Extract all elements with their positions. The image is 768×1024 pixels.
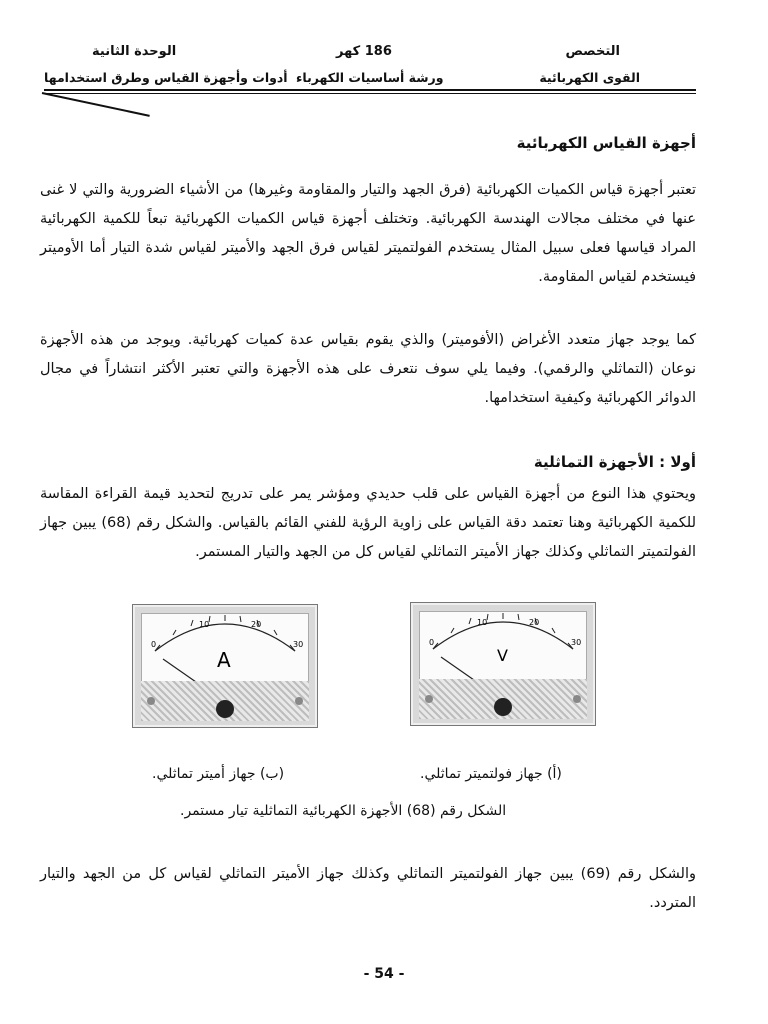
meter-screw-left (425, 695, 433, 703)
scale-label-10: 10 (477, 618, 488, 627)
scale-label-20: 20 (251, 620, 262, 629)
closing-paragraph: والشكل رقم (69) يبين جهاز الفولتميتر التماثلي وكذلك جهاز الأميتر التماثلي لقياس كل من الجهد والتيار المتردد. (40, 866, 696, 911)
header-specialty-value: القوى الكهربائية (539, 70, 640, 85)
meter-screw-right (295, 697, 303, 705)
scale-label-0: 0 (151, 640, 157, 649)
intro-paragraph: تعتبر أجهزة قياس الكميات الكهربائية (فرق الجهد والتيار والمقاومة وغيرها) من الأشياء الضرورية والتي لا غنى عنها في مختلف مجالات الهندسة الكهربائية. وتختلف أجهزة قياس الكميات الكهربائية تبعاً للكمية الكهربائية المراد قياسها فعلى سبيل المثال يستخدم الفولتميتر لقياس فرق الجهد والأميتر لقياس شدة التيار أما الأوميتر فيستخدم لقياس المقاومة. (40, 182, 696, 285)
analog-paragraph: ويحتوي هذا النوع من أجهزة القياس على قلب حديدي ومؤشر يمر على تدريج لتحديد قيمة القراءة المقاسة للكمية الكهربائية وهنا تعتمد دقة القياس على زاوية الرؤية للفني القائم بالقياس. والشكل رقم (68) يبين جهاز الفولتميتر التماثلي وكذلك جهاز الأميتر التماثلي لقياس كل من الجهد والتيار المستمر. (40, 486, 696, 560)
figure-caption: الشكل رقم (68) الأجهزة الكهربائية التماثلية تيار مستمر. (180, 803, 507, 819)
header-course-code: 186 كهر (336, 44, 392, 59)
header-specialty-title: التخصص (565, 44, 620, 59)
header-rule-thin (44, 93, 696, 94)
scale-label-30: 30 (293, 640, 304, 649)
subsection-title: أولا : الأجهزة التماثلية (533, 453, 696, 471)
multimeter-paragraph: كما يوجد جهاز متعدد الأغراض (الأفوميتر) والذي يقوم بقياس عدة كميات كهربائية. ويوجد من هذه الأجهزة نوعان (التماثلي والرقمي). وفيما يلي سوف نتعرف على هذه الأجهزة والتي تعتبر الأكثر انتشاراً في مجال الدوائر الكهربائية وكيفية استخدامها. (40, 332, 696, 406)
meter-screw-left (147, 697, 155, 705)
ammeter-caption: (ب) جهاز أميتر تماثلي. (152, 766, 285, 782)
zero-adjust-knob (216, 700, 234, 718)
header-unit-name: أدوات وأجهزة القياس وطرق استخدامها (44, 70, 288, 85)
page-number: - 54 - (363, 966, 405, 982)
scale-label-30: 30 (571, 638, 582, 647)
voltmeter-caption: (أ) جهاز فولتميتر تماثلي. (420, 766, 562, 782)
ammeter-symbol: A (217, 648, 231, 672)
scale-label-0: 0 (429, 638, 435, 647)
scale-label-10: 10 (199, 620, 210, 629)
header-course-name: ورشة أساسيات الكهرباء (296, 70, 444, 85)
ammeter-image (132, 604, 318, 728)
zero-adjust-knob (494, 698, 512, 716)
voltmeter-image (410, 602, 596, 726)
section-title: أجهزة القياس الكهربائية (516, 134, 696, 152)
header-unit-title: الوحدة الثانية (92, 44, 177, 59)
header-decor-line (42, 92, 150, 117)
header-rule (44, 89, 696, 91)
voltmeter-symbol: V (497, 646, 508, 665)
scale-label-20: 20 (529, 618, 540, 627)
meter-screw-right (573, 695, 581, 703)
